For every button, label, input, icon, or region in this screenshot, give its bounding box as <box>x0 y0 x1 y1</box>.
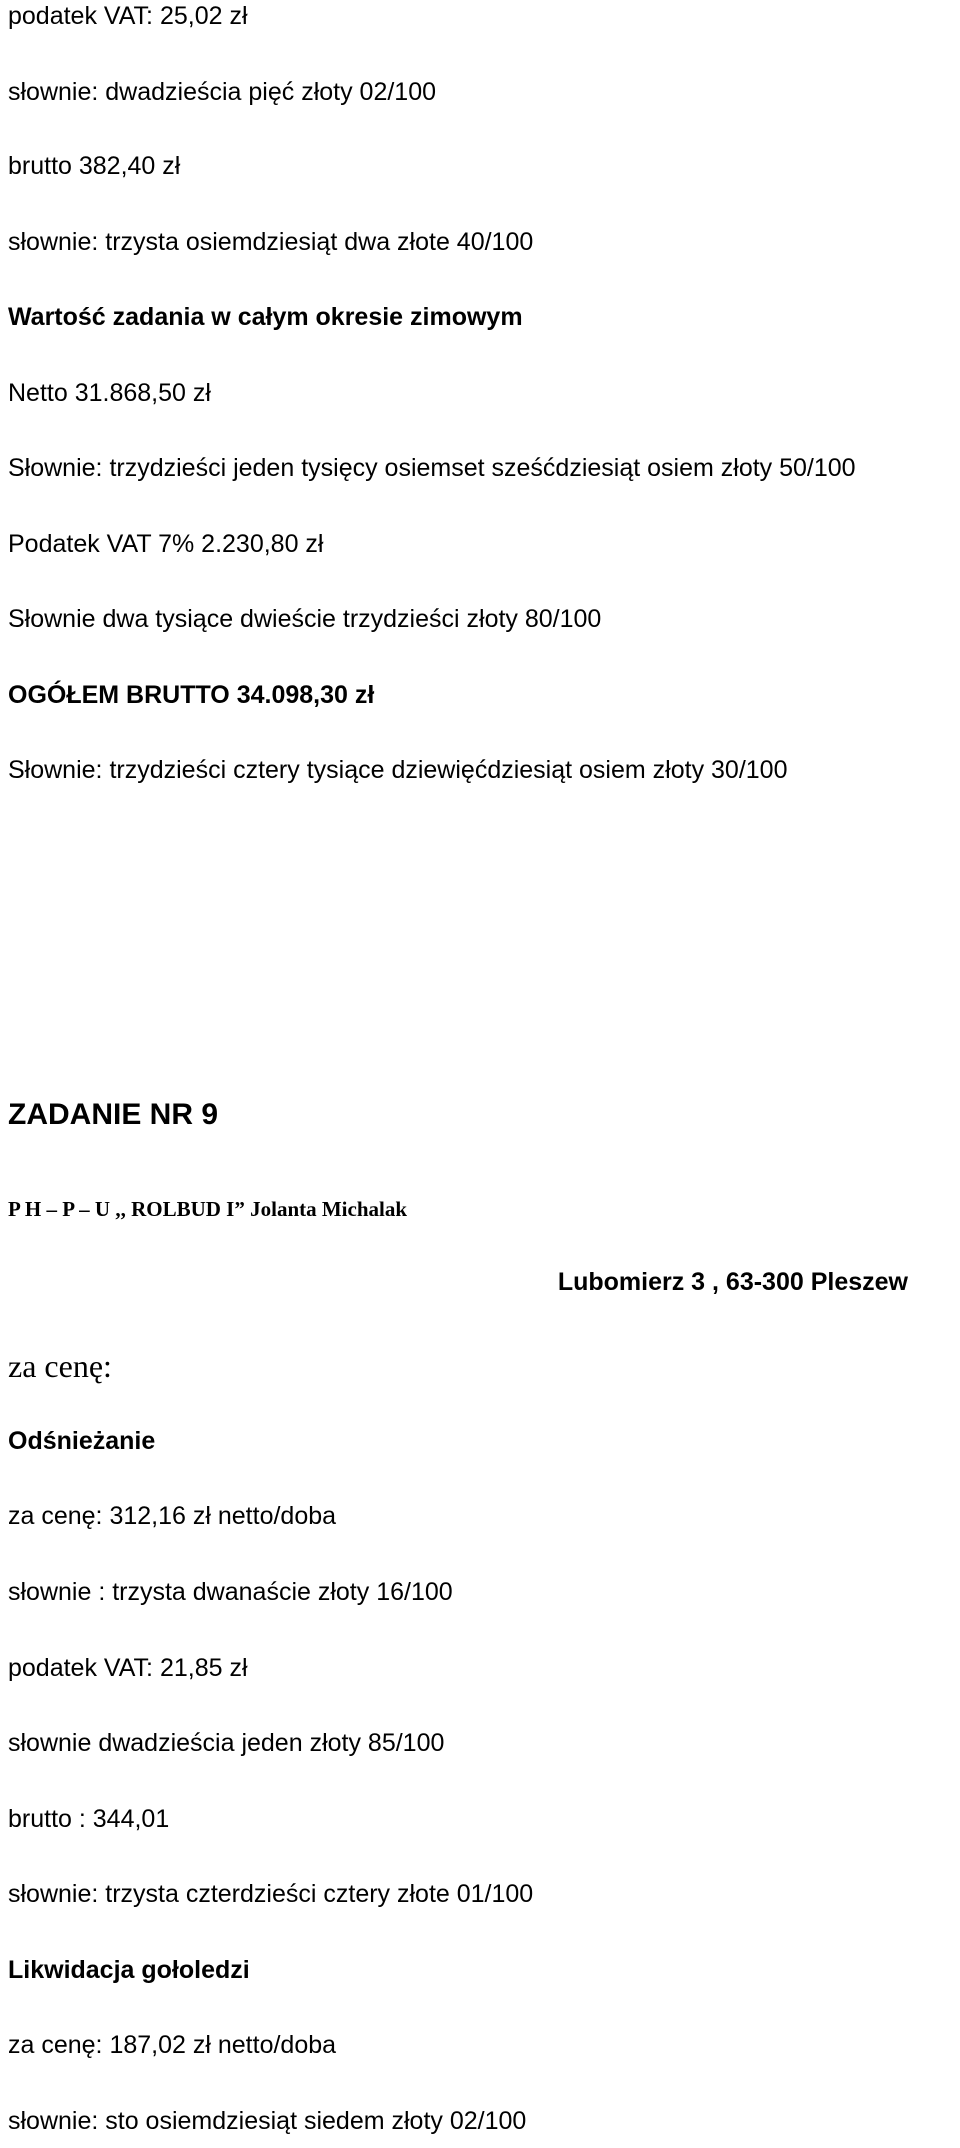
netto-line: Netto 31.868,50 zł <box>8 379 211 407</box>
snow-removal-vat-words: słownie dwadzieścia jeden złoty 85/100 <box>8 1729 445 1757</box>
vat-line: podatek VAT: 25,02 zł <box>8 2 248 30</box>
netto-words: Słownie: trzydzieści jeden tysięcy osiemset sześćdziesiąt osiem złoty 50/100 <box>8 454 856 482</box>
task-heading: ZADANIE NR 9 <box>8 1098 219 1131</box>
vat-words: słownie: dwadzieścia pięć złoty 02/100 <box>8 78 437 106</box>
ice-removal-price-words: słownie: sto osiemdziesiąt siedem złoty 02/100 <box>8 2107 527 2135</box>
contractor-address: Lubomierz 3 , 63-300 Pleszew <box>557 1268 908 1296</box>
winter-total-heading: Wartość zadania w całym okresie zimowym <box>8 303 523 331</box>
ice-removal-heading: Likwidacja gołoledzi <box>8 1956 250 1984</box>
snow-removal-gross: brutto : 344,01 <box>8 1805 170 1833</box>
snow-removal-gross-words: słownie: trzysta czterdzieści cztery złote 01/100 <box>8 1880 534 1908</box>
vat-7-line: Podatek VAT 7% 2.230,80 zł <box>8 530 324 558</box>
total-gross-line: OGÓŁEM BRUTTO 34.098,30 zł <box>8 681 375 709</box>
ice-removal-price: za cenę: 187,02 zł netto/doba <box>8 2031 337 2059</box>
snow-removal-price: za cenę: 312,16 zł netto/doba <box>8 1502 337 1530</box>
contractor-name: P H – P – U ,, ROLBUD I” Jolanta Michalak <box>8 1197 408 1221</box>
gross-line: brutto 382,40 zł <box>8 152 181 180</box>
gross-words: słownie: trzysta osiemdziesiąt dwa złote 40/100 <box>8 228 534 256</box>
snow-removal-heading: Odśnieżanie <box>8 1427 156 1455</box>
snow-removal-price-words: słownie : trzysta dwanaście złoty 16/100 <box>8 1578 453 1606</box>
price-label: za cenę: <box>8 1348 112 1384</box>
snow-removal-vat: podatek VAT: 21,85 zł <box>8 1654 248 1682</box>
vat-7-words: Słownie dwa tysiące dwieście trzydzieści złoty 80/100 <box>8 605 602 633</box>
total-gross-words: Słownie: trzydzieści cztery tysiące dziewięćdziesiąt osiem złoty 30/100 <box>8 756 788 784</box>
